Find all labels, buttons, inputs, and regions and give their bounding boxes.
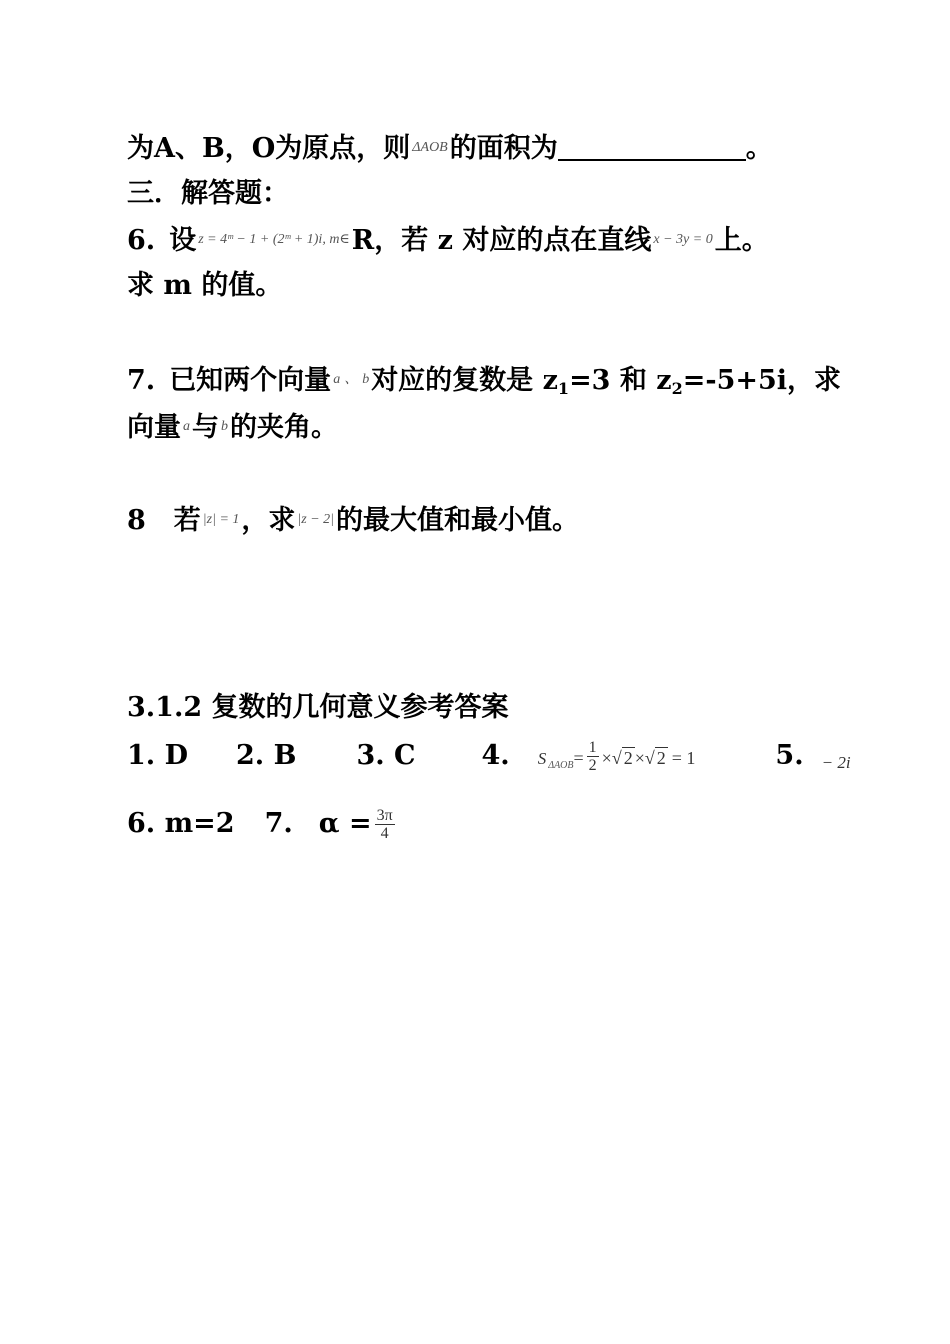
q6-number: 6.: [127, 225, 156, 256]
q7-line2-vector-a: a: [183, 419, 190, 434]
answers-row-1: [127, 738, 853, 784]
q7-sub1: 1: [557, 379, 570, 398]
answer-6: 6. m=2: [127, 808, 235, 839]
answer-3: 3. C: [356, 740, 416, 771]
answer-7-denominator: 4: [380, 825, 389, 842]
q7-line2-suffix: 的夹角。: [230, 412, 338, 443]
q8-number: 8: [127, 505, 146, 536]
section-heading: 三．解答题：: [127, 178, 289, 209]
q8-abs-z-minus-2: |z − 2|: [297, 512, 334, 527]
q7-line2-vector-b: b: [221, 419, 228, 434]
q7-prefix: 已知两个向量: [169, 365, 332, 396]
answers-row-2: [127, 806, 398, 842]
answer-5-label: 5.: [775, 740, 804, 771]
sqrt-2-second: √ 2: [644, 748, 666, 768]
answer-4-times-2: ×: [634, 748, 645, 768]
q7-line2-prefix: 向量: [127, 412, 181, 443]
answer-1: 1. D: [127, 740, 189, 771]
answers-title: 3.1.2 复数的几何意义参考答案: [127, 692, 509, 723]
q7-vector-a: a: [333, 372, 341, 387]
q8-suffix: 的最大值和最小值。: [335, 505, 579, 536]
q7-suffix: =-5+5i，求: [682, 365, 842, 396]
q7-line2-mid: 与: [192, 412, 219, 443]
answer-4-eq: =: [573, 748, 584, 768]
answer-4-times-1: ×: [601, 748, 612, 768]
sqrt-2-second-radicand: 2: [656, 748, 666, 768]
line1-prefix: 为A、B，O为原点，则: [127, 133, 411, 164]
answer-5-value: − 2i: [821, 753, 851, 772]
answer-4-result: = 1: [671, 748, 696, 768]
question-6-line1: [127, 222, 769, 259]
q6-prefix: 设: [169, 225, 197, 256]
line1-suffix: 的面积为: [449, 133, 558, 164]
q7-separator: 、: [344, 372, 359, 387]
sqrt-2-first-radicand: 2: [623, 748, 633, 768]
question-6-line2: 求 m 的值。: [127, 270, 283, 301]
q8-mid: ，求: [241, 505, 296, 536]
q6-suffix: 上。: [714, 225, 769, 256]
q6-z-expression: z = 4ᵐ − 1 + (2ᵐ + 1)i, m∈: [198, 232, 350, 247]
question-7-line1: [127, 362, 841, 407]
sqrt-2-first: √ 2: [611, 748, 633, 768]
answer-4-s: S: [537, 749, 547, 768]
q7-mid2: =3 和 z: [569, 365, 672, 396]
answer-blank[interactable]: [558, 133, 746, 161]
answer-7-numerator: 3π: [376, 807, 393, 824]
q6-set-r: R: [351, 225, 375, 256]
q8-abs-z: |z| = 1: [202, 512, 240, 527]
answer-7-label: 7.: [264, 808, 293, 839]
question-7-line2: [127, 409, 338, 446]
question-8: [127, 502, 579, 539]
q6-mid: ，若 z 对应的点在直线: [374, 225, 652, 256]
line1-end: 。: [745, 133, 773, 164]
q7-sub2: 2: [671, 379, 683, 398]
answer-4-denominator: 2: [588, 757, 597, 774]
answer-4-numerator: 1: [588, 739, 597, 756]
answer-4-subscript: ΔAOB: [548, 760, 574, 771]
answer-7-fraction: [375, 807, 395, 842]
q7-mid: 对应的复数是 z: [371, 365, 558, 396]
answer-2: 2. B: [236, 740, 297, 771]
triangle-aob-math: ΔAOB: [412, 140, 448, 155]
answer-4-label: 4.: [481, 740, 510, 771]
q7-vector-b: b: [362, 372, 370, 387]
line-fill-blank: [127, 130, 773, 167]
q7-number: 7.: [127, 365, 156, 396]
answer-7-alpha: α =: [318, 808, 372, 839]
q8-prefix: 若: [173, 505, 201, 536]
q6-line-equation: x − 3y = 0: [653, 232, 713, 247]
answer-4-fraction: [587, 739, 599, 774]
